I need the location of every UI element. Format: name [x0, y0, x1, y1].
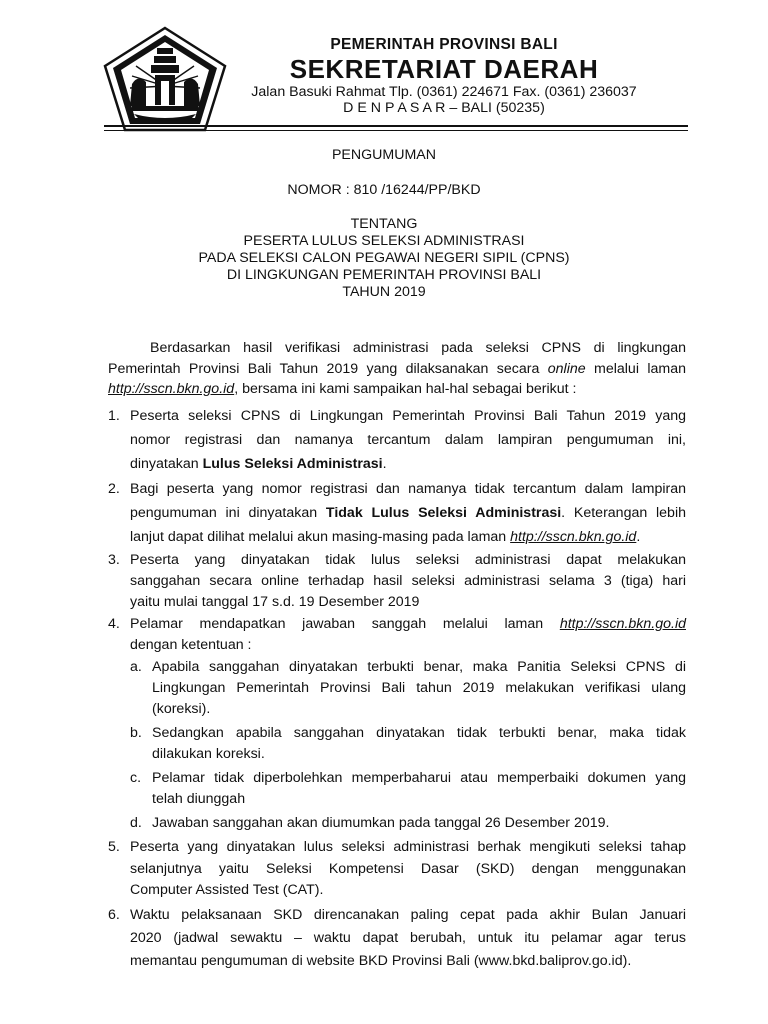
item-line: pengumuman ini dinyatakan — [130, 505, 326, 521]
letterhead-rule-thick — [104, 125, 688, 127]
doc-type: PENGUMUMAN — [331, 147, 437, 163]
item-number: 3. — [108, 552, 120, 568]
item-line: Peserta yang dinyatakan lulus seleksi administrasi berhak mengikuti seleksi tahap — [130, 839, 686, 855]
item-number: 4. — [108, 616, 120, 632]
sub-item — [130, 723, 686, 765]
item-number: 1. — [108, 408, 120, 424]
list-item — [108, 404, 686, 476]
sub-list — [130, 657, 686, 834]
list-item — [108, 550, 686, 613]
sub-letter: b. — [130, 725, 142, 741]
list-item — [108, 614, 686, 834]
intro-line: , bersama ini kami sampaikan hal-hal sebagai berikut : — [234, 381, 577, 397]
sub-line: Pelamar tidak diperbolehkan memperbaharui atau memperbaiki dokumen yang — [152, 770, 686, 786]
item-number: 5. — [108, 839, 120, 855]
doc-about: TENTANG — [350, 216, 418, 232]
item-line: memantau pengumuman di website BKD Provinsi Bali (www.bkd.baliprov.go.id). — [130, 952, 632, 969]
item-line: Pelamar mendapatkan jawaban sanggah melalui laman — [130, 616, 560, 632]
intro-line: melalui laman — [585, 360, 686, 377]
intro-line: Berdasarkan hasil verifikasi administrasi pada seleksi CPNS di lingkungan — [150, 340, 686, 356]
sscn-link[interactable]: http://sscn.bkn.go.id — [108, 381, 235, 397]
sub-line: Apabila sanggahan dinyatakan terbukti benar, maka Panitia Seleksi CPNS di — [152, 659, 686, 675]
item-bold: Lulus Seleksi Administrasi — [202, 456, 383, 472]
sub-line: Sedangkan apabila sanggahan dinyatakan tidak terbukti benar, maka tidak — [152, 725, 686, 741]
item-line: . — [636, 529, 641, 545]
sub-letter: d. — [130, 815, 142, 831]
sub-line: (koreksi). — [152, 701, 211, 717]
letterhead-address: Jalan Basuki Rahmat Tlp. (0361) 224671 Fax. (0361) 236037 — [251, 84, 637, 100]
item-line: Computer Assisted Test (CAT). — [130, 882, 324, 898]
list-item — [108, 477, 686, 549]
sscn-link[interactable]: http://sscn.bkn.go.id — [510, 529, 637, 545]
intro-emphasis: online — [547, 360, 586, 377]
doc-number: NOMOR : 810 /16244/PP/BKD — [287, 182, 481, 198]
item-line: nomor registrasi dan namanya tercantum dalam lampiran pengumuman ini, — [130, 432, 686, 448]
letterhead-city: D E N P A S A R – BALI (50235) — [343, 100, 545, 116]
doc-subject-line: PADA SELEKSI CALON PEGAWAI NEGERI SIPIL (CPNS) — [198, 250, 570, 266]
intro-paragraph — [108, 338, 686, 400]
doc-subject-line: PESERTA LULUS SELEKSI ADMINISTRASI — [243, 233, 525, 249]
doc-subject-line: DI LINGKUNGAN PEMERINTAH PROVINSI BALI — [226, 267, 542, 283]
item-line: Waktu pelaksanaan SKD direncanakan paling cepat pada akhir Bulan Januari — [130, 906, 686, 923]
letterhead-dept: SEKRETARIAT DAERAH — [289, 54, 599, 84]
item-line: Peserta seleksi CPNS di Lingkungan Pemerintah Provinsi Bali Tahun 2019 yang — [130, 408, 686, 424]
item-line: 2020 (jadwal sewaktu – waktu dapat berubah, untuk itu pelamar agar terus — [130, 929, 686, 946]
item-line: lanjut dapat dilihat melalui akun masing-masing pada laman — [130, 529, 511, 545]
list-item — [108, 837, 686, 902]
intro-line: Pemerintah Provinsi Bali Tahun 2019 yang dilaksanakan secara — [108, 360, 548, 377]
item-line: selanjutnya yaitu Seleksi Kompetensi Dasar (SKD) dengan menggunakan — [130, 860, 686, 877]
announcement-list — [108, 404, 686, 973]
item-line: yaitu mulai tanggal 17 s.d. 19 Desember 2019 — [130, 594, 420, 610]
bali-province-emblem-icon — [102, 26, 228, 132]
list-item — [108, 904, 686, 973]
sscn-link[interactable]: http://sscn.bkn.go.id — [559, 616, 686, 632]
sub-line: Lingkungan Pemerintah Provinsi Bali tahun 2019 melakukan verifikasi ulang — [152, 680, 686, 696]
sub-letter: c. — [130, 770, 142, 786]
sub-line: dilakukan koreksi. — [152, 746, 265, 762]
sub-item — [130, 768, 686, 810]
letterhead-rule-thin — [104, 130, 688, 131]
sub-item — [130, 813, 686, 834]
item-line: . — [382, 456, 387, 472]
item-bold: Tidak Lulus Seleksi Administrasi — [325, 505, 562, 521]
doc-subject-line: TAHUN 2019 — [342, 284, 426, 300]
letterhead-org: PEMERINTAH PROVINSI BALI — [330, 36, 558, 53]
item-line: Peserta yang dinyatakan tidak lulus seleksi administrasi dapat melakukan — [130, 552, 686, 568]
item-line: dengan ketentuan : — [130, 637, 252, 653]
sub-letter: a. — [130, 659, 142, 675]
sub-line: telah diunggah — [152, 791, 246, 807]
item-line: . Keterangan lebih — [561, 505, 686, 521]
sub-item — [130, 657, 686, 720]
item-line: sanggahan secara online terhadap hasil seleksi administrasi selama 3 (tiga) hari — [130, 573, 686, 589]
item-number: 2. — [108, 481, 120, 497]
item-line: dinyatakan — [130, 456, 203, 472]
item-line: Bagi peserta yang nomor registrasi dan namanya tidak tercantum dalam lampiran — [130, 481, 686, 497]
sub-line: Jawaban sanggahan akan diumumkan pada tanggal 26 Desember 2019. — [152, 815, 610, 831]
item-number: 6. — [108, 906, 120, 923]
